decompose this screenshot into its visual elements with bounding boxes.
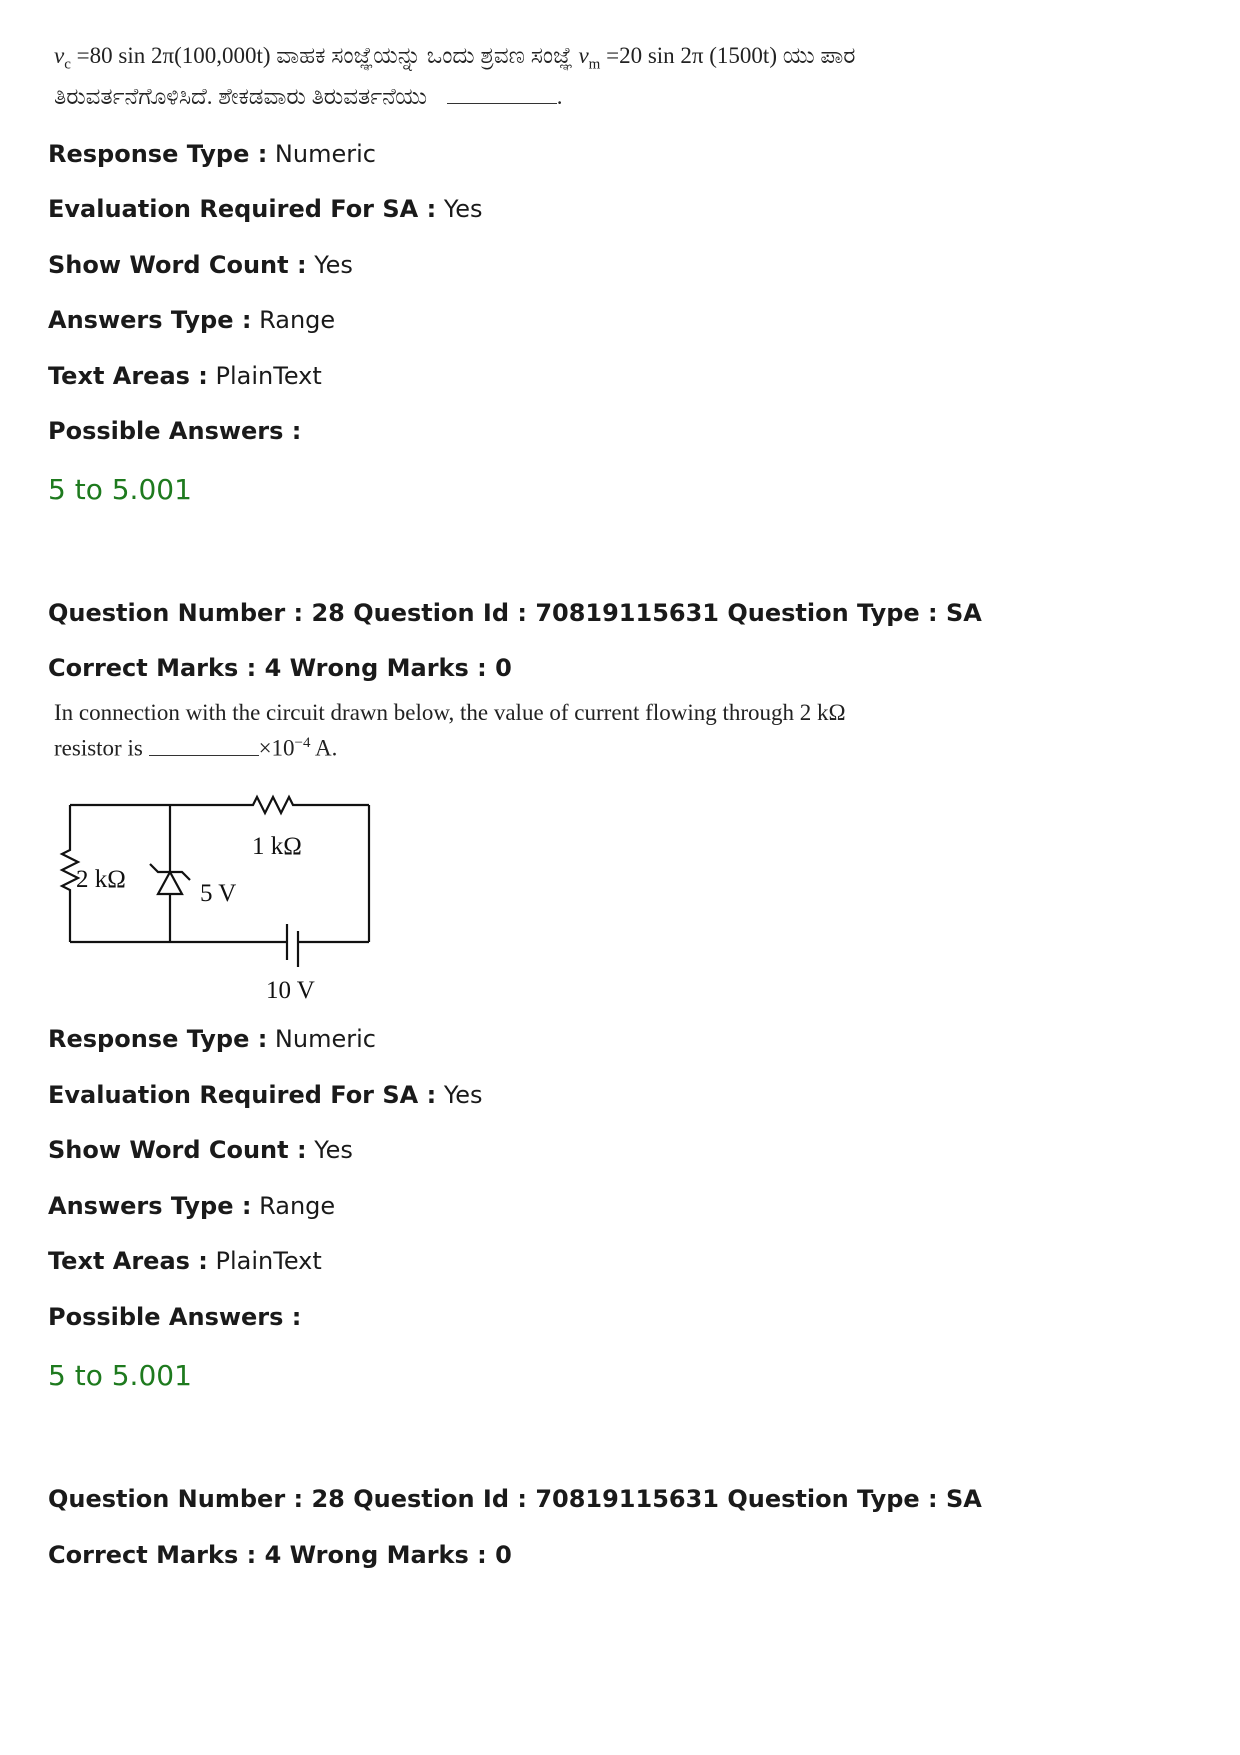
detail-value: Yes — [306, 1136, 353, 1164]
detail-response-type — [48, 1024, 376, 1054]
vm-subscript: m — [588, 56, 601, 73]
vm-symbol: v — [578, 43, 589, 68]
detail-label: Show Word Count : — [48, 1136, 307, 1164]
detail-response-type — [48, 139, 376, 169]
top-wire-with-1k-resistor — [70, 797, 369, 813]
detail-value: Yes — [306, 251, 353, 279]
detail-label: Text Areas : — [48, 362, 208, 390]
detail-label: Possible Answers : — [48, 417, 302, 445]
question-text-line2-post: ×10 — [258, 735, 295, 761]
answer-blank — [447, 99, 557, 104]
zener-voltage-label: 5 V — [200, 880, 237, 907]
question-text — [54, 697, 954, 764]
detail-show-word-count — [48, 250, 353, 280]
detail-text-areas — [48, 361, 322, 391]
question-marks — [48, 1540, 512, 1570]
question-text-line1 — [54, 40, 954, 81]
detail-answers-type — [48, 305, 335, 335]
detail-label: Answers Type : — [48, 1192, 252, 1220]
detail-possible-answers — [48, 1302, 301, 1332]
detail-value: Range — [251, 1192, 336, 1220]
resistor-1k-label: 1 kΩ — [252, 833, 302, 860]
detail-answers-type — [48, 1191, 335, 1221]
exponent: −4 — [294, 735, 311, 751]
detail-value: PlainText — [207, 1247, 322, 1275]
question-header-text: Question Number : 28 Question Id : 70819115631 Question Type : SA — [48, 599, 982, 627]
question-text-line2-content: ತಿರುವರ್ತನೆಗೊಳಿಸಿದೆ. ಶೇಕಡವಾರು ತಿರುವರ್ತನೆಯು — [54, 83, 428, 109]
possible-answer: 5 to 5.001 — [48, 473, 192, 506]
question-marks-text: Correct Marks : 4 Wrong Marks : 0 — [48, 654, 512, 682]
detail-label: Evaluation Required For SA : — [48, 195, 437, 223]
question-text-end: . — [556, 83, 563, 109]
detail-text-areas — [48, 1246, 322, 1276]
detail-label: Text Areas : — [48, 1247, 208, 1275]
detail-value: PlainText — [207, 362, 322, 390]
detail-label: Evaluation Required For SA : — [48, 1081, 437, 1109]
detail-value: Range — [251, 306, 336, 334]
question-marks — [48, 653, 512, 683]
question-header — [48, 598, 982, 628]
question-text-line1: In connection with the circuit drawn below, the value of current flowing through 2 kΩ — [54, 700, 846, 725]
detail-evaluation-required — [48, 1080, 483, 1110]
detail-label: Answers Type : — [48, 306, 252, 334]
question-header — [48, 1484, 982, 1514]
detail-evaluation-required — [48, 194, 483, 224]
detail-possible-answers — [48, 416, 301, 446]
question-text-part2: =20 sin 2π (1500t) ಯು ಪಾರ — [600, 43, 856, 68]
question-marks-text: Correct Marks : 4 Wrong Marks : 0 — [48, 1541, 512, 1569]
detail-value: Yes — [436, 195, 483, 223]
resistor-2k-label: 2 kΩ — [76, 866, 126, 893]
detail-label: Show Word Count : — [48, 251, 307, 279]
detail-label: Response Type : — [48, 1025, 268, 1053]
answer-blank — [149, 751, 259, 756]
detail-value: Numeric — [267, 1025, 376, 1053]
zener-diode-triangle — [158, 872, 182, 894]
question-header-text: Question Number : 28 Question Id : 70819115631 Question Type : SA — [48, 1485, 982, 1513]
possible-answer: 5 to 5.001 — [48, 1359, 192, 1392]
vc-subscript: c — [64, 56, 71, 73]
question-text-line2-pre: resistor is — [54, 735, 149, 761]
question-text-line2 — [54, 728, 954, 764]
detail-show-word-count — [48, 1135, 353, 1165]
detail-label: Response Type : — [48, 140, 268, 168]
detail-label: Possible Answers : — [48, 1303, 302, 1331]
question-text-kannada — [54, 40, 954, 112]
unit: A. — [310, 735, 338, 761]
battery-voltage-label: 10 V — [266, 977, 315, 1004]
detail-value: Yes — [436, 1081, 483, 1109]
question-text-line2 — [54, 81, 954, 112]
vc-symbol: v — [54, 43, 65, 68]
circuit-diagram — [58, 790, 388, 1005]
detail-value: Numeric — [267, 140, 376, 168]
question-text-part1: =80 sin 2π(100,000t) ವಾಹಕ ಸಂಜ್ಞೆಯನ್ನು ಒಂದು ಶ್ರವಣ ಸಂಜ್ಞೆ — [70, 43, 579, 68]
